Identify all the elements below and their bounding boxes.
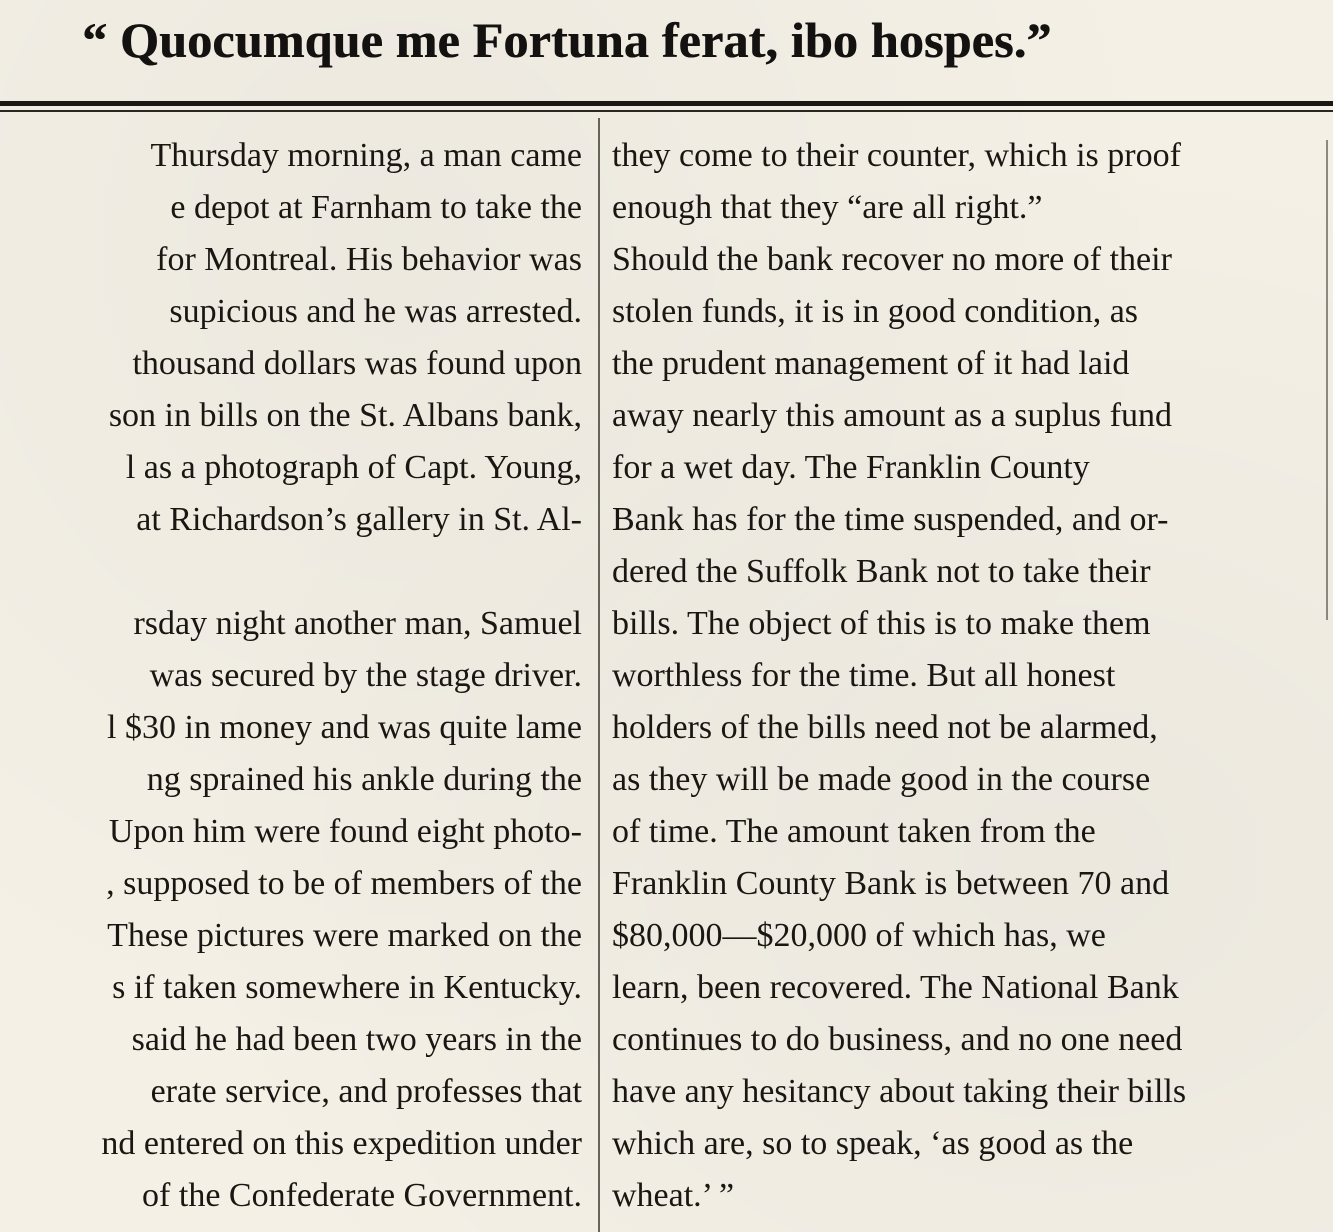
right-line: of time. The amount taken from the	[612, 813, 1096, 850]
left-line: for Montreal. His behavior was	[156, 241, 582, 278]
right-line: Bank has for the time suspended, and or-	[612, 501, 1169, 538]
right-line: for a wet day. The Franklin County	[612, 449, 1090, 486]
right-line: the prudent management of it had laid	[612, 345, 1130, 382]
right-line: wheat.’ ”	[612, 1177, 735, 1214]
left-line: These pictures were marked on the	[107, 917, 582, 954]
left-line: was secured by the stage driver.	[149, 657, 582, 694]
right-line: Should the bank recover no more of their	[612, 241, 1172, 278]
left-line: supicious and he was arrested.	[169, 293, 582, 330]
masthead-title: “ Quocumque me Fortuna ferat, ibo hospes.”	[82, 12, 1052, 68]
right-line: dered the Suffolk Bank not to take their	[612, 553, 1151, 590]
left-line: l $30 in money and was quite lame	[107, 709, 582, 746]
right-line: Franklin County Bank is between 70 and	[612, 865, 1170, 902]
right-line: $80,000—$20,000 of which has, we	[612, 917, 1106, 954]
left-line: at Richardson’s gallery in St. Al-	[136, 501, 582, 538]
right-line: they come to their counter, which is proof	[612, 137, 1181, 174]
left-line: l as a photograph of Capt. Young,	[125, 449, 582, 486]
right-line: enough that they “are all right.”	[612, 189, 1043, 226]
masthead-rule-thin	[0, 110, 1333, 112]
right-line: bills. The object of this is to make them	[612, 605, 1151, 642]
left-line: said he had been two years in the	[131, 1021, 582, 1058]
left-line: s if taken somewhere in Kentucky.	[112, 969, 582, 1006]
left-line: nd entered on this expedition under	[101, 1125, 582, 1162]
left-line: son in bills on the St. Albans bank,	[108, 397, 582, 434]
column-divider	[598, 118, 600, 1232]
right-line: away nearly this amount as a suplus fund	[612, 397, 1172, 434]
left-line: ng sprained his ankle during the	[146, 761, 582, 798]
right-edge-rule	[1326, 140, 1328, 620]
left-line: rsday night another man, Samuel	[133, 605, 582, 642]
masthead-rule-thick	[0, 101, 1333, 106]
left-line: of the Confederate Government.	[142, 1177, 582, 1214]
left-line: Thursday morning, a man came	[150, 137, 582, 174]
left-line: e depot at Farnham to take the	[170, 189, 582, 226]
right-line: stolen funds, it is in good condition, as	[612, 293, 1139, 330]
right-line: have any hesitancy about taking their bills	[612, 1073, 1187, 1110]
left-line: Upon him were found eight photo-	[108, 813, 582, 850]
right-line: worthless for the time. But all honest	[612, 657, 1116, 694]
left-line: , supposed to be of members of the	[106, 865, 582, 902]
right-line: learn, been recovered. The National Bank	[612, 969, 1179, 1006]
masthead	[0, 0, 1333, 96]
right-line: which are, so to speak, ‘as good as the	[612, 1125, 1134, 1162]
right-line: continues to do business, and no one need	[612, 1021, 1183, 1058]
left-line: erate service, and professes that	[150, 1073, 582, 1110]
right-line: as they will be made good in the course	[612, 761, 1151, 798]
left-line: thousand dollars was found upon	[132, 345, 582, 382]
right-line: holders of the bills need not be alarmed,	[612, 709, 1158, 746]
